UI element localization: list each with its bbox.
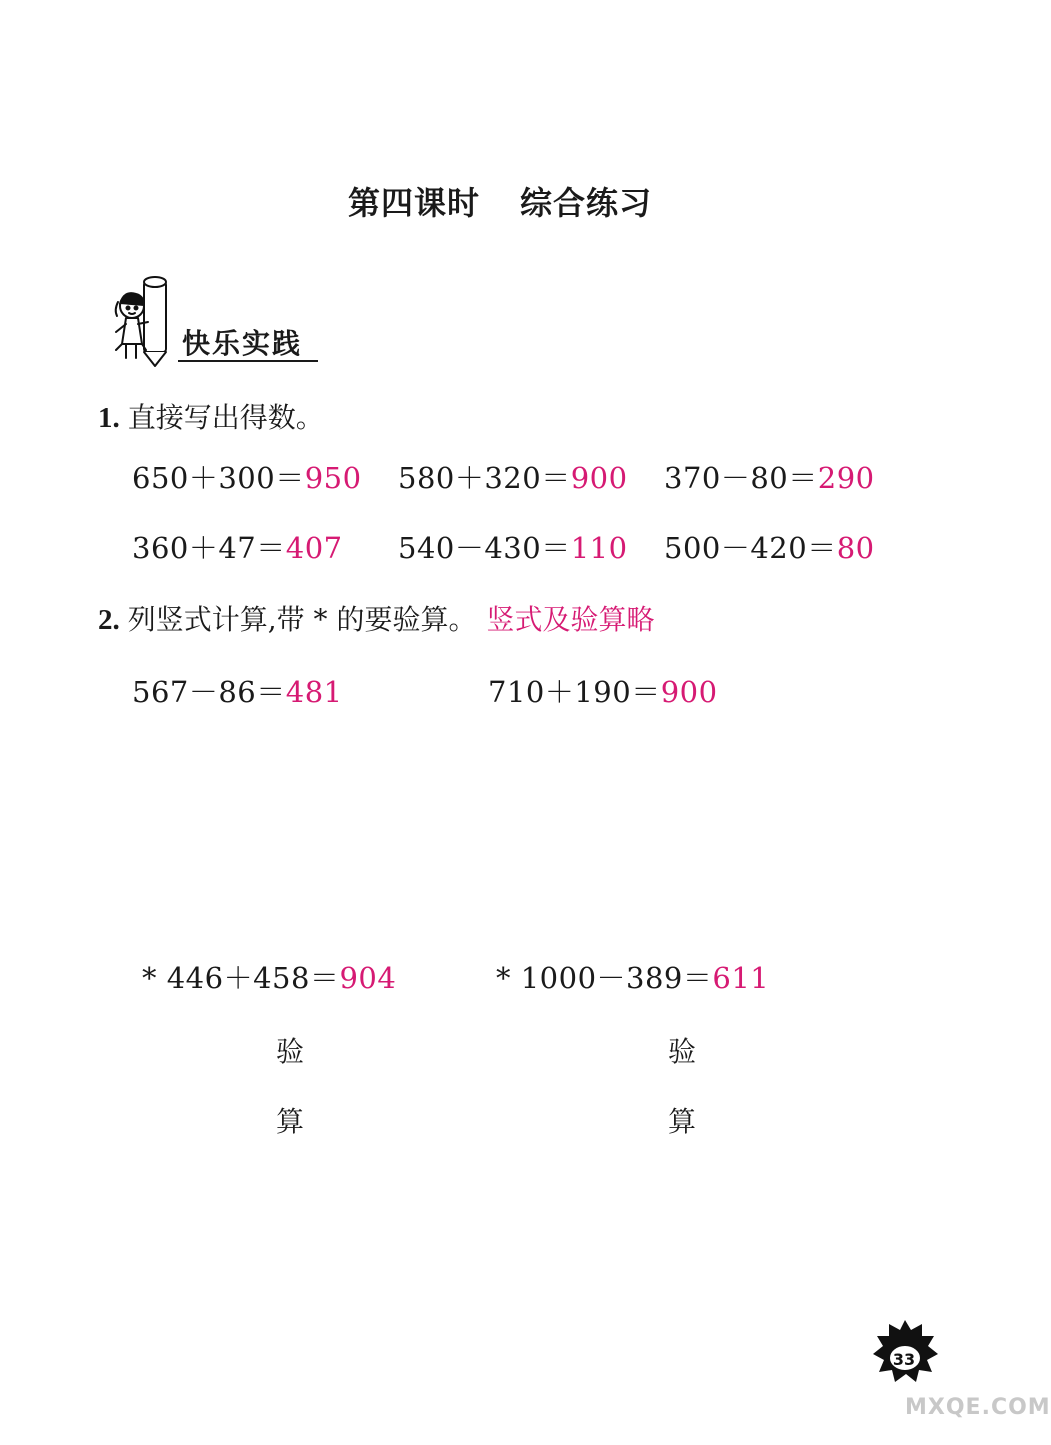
q2-item-2 [488,670,718,711]
q1-item-2 [398,456,628,497]
section-label: 快乐实践 [182,327,303,360]
q1-item-1 [132,456,362,497]
q1-item-4 [132,526,343,567]
page-number: 33 [892,1350,916,1369]
q2-item-4-answer: 611 [712,961,770,995]
q1-item-2-expr: 580＋320＝ [398,461,571,495]
q1-item-6 [664,526,875,567]
q1-item-6-expr: 500－420＝ [664,531,837,565]
q2-item-3 [142,956,396,997]
question-2-answer-note: 竖式及验算略 [486,603,655,636]
q2-item-3-answer: 904 [339,961,397,995]
q2-item-4-expr: * 1000－389＝ [496,961,713,995]
q1-item-3-expr: 370－80＝ [664,461,818,495]
q1-item-1-expr: 650＋300＝ [132,461,305,495]
page-title-lesson: 第四课时 [347,184,480,222]
q1-item-3 [664,456,875,497]
q2-item-2-expr: 710＋190＝ [488,675,661,709]
q1-item-5-expr: 540－430＝ [398,531,571,565]
verify-label-left-1: 验 [276,1035,305,1068]
q2-item-1-answer: 481 [285,675,343,709]
question-1 [98,396,324,436]
q1-item-4-answer: 407 [285,531,343,565]
question-2 [98,598,654,638]
q2-item-2-answer: 900 [660,675,718,709]
q2-item-1 [132,670,343,711]
q1-item-5 [398,526,628,567]
q1-item-4-expr: 360＋47＝ [132,531,286,565]
question-1-text: 直接写出得数。 [127,401,324,434]
q2-item-1-expr: 567－86＝ [132,675,286,709]
q1-item-2-answer: 900 [570,461,628,495]
q1-item-5-answer: 110 [570,531,628,565]
q1-item-6-answer: 80 [836,531,875,565]
q1-item-1-answer: 950 [304,461,362,495]
verify-label-left-2: 算 [276,1105,305,1138]
question-2-number: 2. [98,604,120,636]
page-title [0,178,1000,224]
question-1-number: 1. [98,402,120,434]
verify-label-right-2: 算 [668,1105,697,1138]
q1-item-3-answer: 290 [817,461,875,495]
q2-item-3-expr: * 446＋458＝ [142,961,340,995]
page-title-topic: 综合练习 [520,184,653,222]
watermark: MXQE.COM [905,1395,1051,1420]
verify-label-right-1: 验 [668,1035,697,1068]
q2-item-4 [496,956,769,997]
question-2-text: 列竖式计算,带 * 的要验算。 [127,603,477,636]
section-underline [178,360,318,362]
